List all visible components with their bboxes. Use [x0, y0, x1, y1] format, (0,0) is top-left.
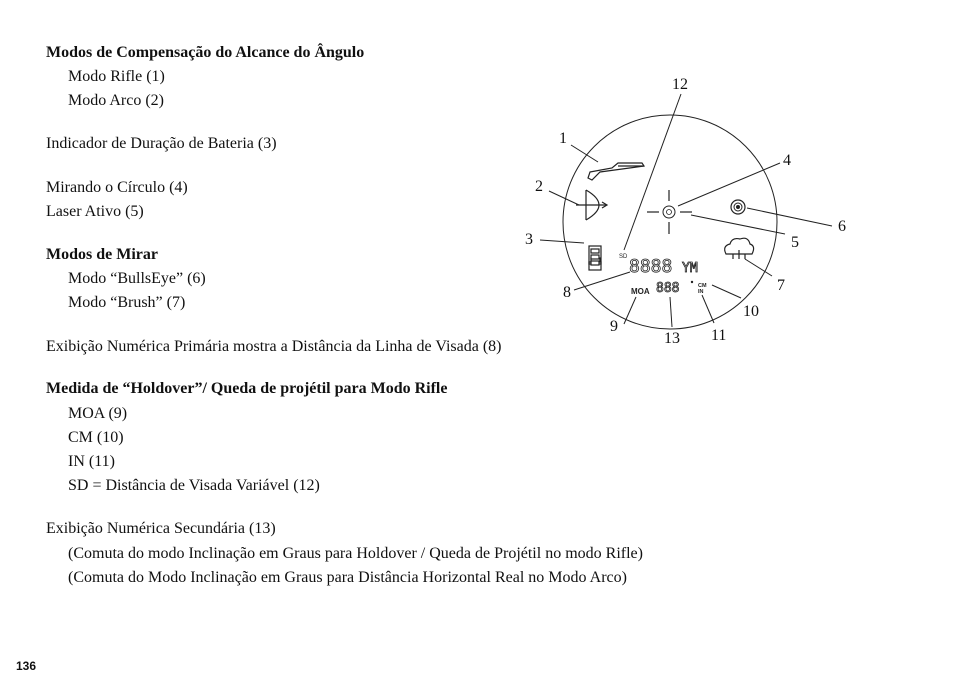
leader-4 [678, 163, 780, 206]
callout-3: 3 [525, 231, 533, 248]
callout-7: 7 [777, 277, 785, 294]
battery-indicator-item: Indicador de Duração de Bateria (3) [46, 135, 277, 152]
bow-icon [576, 190, 607, 220]
leader-10 [712, 285, 741, 298]
aiming-circle-item: Mirando o Círculo (4) [46, 179, 188, 196]
callout-10: 10 [743, 303, 759, 320]
bow-mode-item: Modo Arco (2) [68, 92, 164, 109]
battery-icon [589, 246, 601, 270]
leader-7 [745, 259, 772, 276]
bullseye-icon [731, 200, 745, 214]
toggle-bow-note: (Comuta do Modo Inclinação em Graus para Distância Horizontal Real no Modo Arco) [68, 569, 627, 586]
heading-compensation: Modos de Compensação do Alcance do Ângulo [46, 44, 365, 61]
lcd-secondary-digits: 888 [656, 281, 680, 296]
leader-1 [571, 145, 598, 162]
leader-3 [540, 240, 584, 243]
callout-12: 12 [672, 76, 688, 93]
primary-display-item: Exibição Numérica Primária mostra a Distância da Linha de Visada (8) [46, 338, 502, 355]
leader-6 [747, 208, 832, 226]
heading-holdover: Medida de “Holdover”/ Queda de projétil para Modo Rifle [46, 380, 448, 397]
callout-4: 4 [783, 152, 791, 169]
leader-12 [624, 94, 681, 250]
callout-11: 11 [711, 327, 727, 344]
page-number: 136 [16, 659, 37, 673]
toggle-rifle-note: (Comuta do modo Inclinação em Graus para Holdover / Queda de Projétil no modo Rifle) [68, 545, 643, 562]
viewfinder-circle [563, 115, 777, 329]
callout-2: 2 [535, 178, 543, 195]
leader-11 [702, 295, 714, 323]
leader-9 [624, 297, 636, 324]
degree-icon [691, 281, 693, 283]
rifle-mode-item: Modo Rifle (1) [68, 68, 165, 85]
callout-8: 8 [563, 284, 571, 301]
lcd-primary-digits: 8888 [629, 256, 673, 277]
heading-aim-modes: Modos de Mirar [46, 246, 158, 263]
cm-item: CM (10) [68, 429, 124, 446]
leader-lines [540, 94, 832, 327]
brush-mode-item: Modo “Brush” (7) [68, 294, 186, 311]
leader-13 [670, 297, 672, 327]
callout-1: 1 [559, 130, 567, 147]
callout-6: 6 [838, 218, 846, 235]
bullseye-mode-item: Modo “BullsEye” (6) [68, 270, 206, 287]
leader-8 [574, 272, 630, 290]
rifle-icon [588, 163, 644, 180]
laser-active-item: Laser Ativo (5) [46, 203, 144, 220]
callout-13: 13 [664, 330, 680, 347]
moa-item: MOA (9) [68, 405, 128, 422]
leader-2 [549, 191, 579, 205]
lcd-units: YM [682, 261, 698, 276]
aiming-circle-icon [663, 206, 675, 218]
in-item: IN (11) [68, 453, 115, 470]
lcd-cm-label: CM [698, 283, 707, 289]
callout-9: 9 [610, 318, 618, 335]
brush-icon [725, 238, 754, 259]
secondary-display-item: Exibição Numérica Secundária (13) [46, 520, 276, 537]
sd-item: SD = Distância de Visada Variável (12) [68, 477, 320, 494]
leader-5 [691, 215, 785, 234]
lcd-sd-label: SD [619, 254, 628, 260]
callout-5: 5 [791, 234, 799, 251]
lcd-moa-label: MOA [631, 287, 650, 296]
lcd-in-label: IN [698, 289, 704, 295]
